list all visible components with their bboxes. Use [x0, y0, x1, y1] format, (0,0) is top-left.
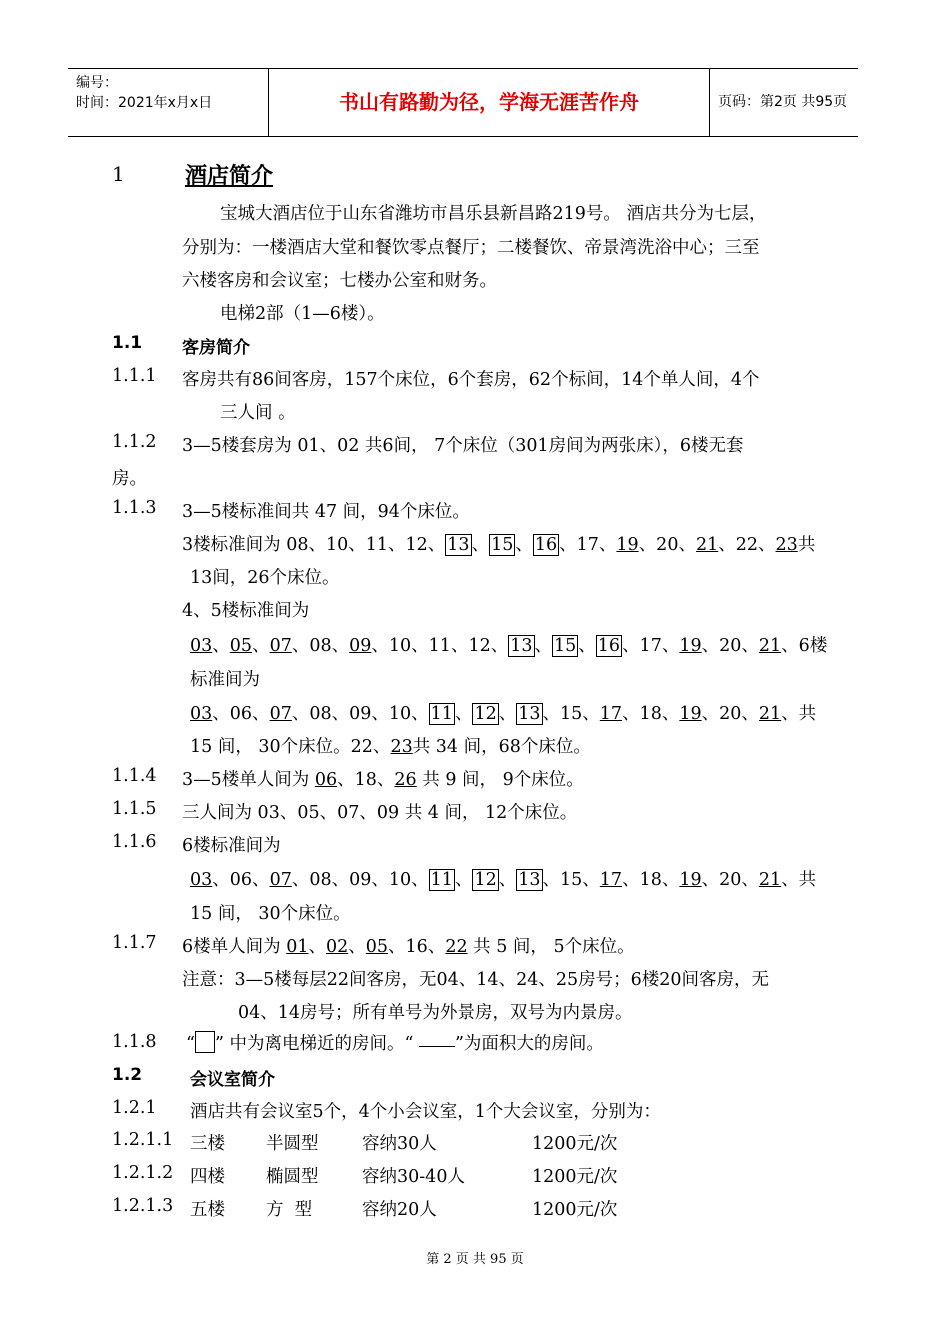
item-number: 1.1.5: [112, 799, 157, 819]
item-number: 1.1.4: [112, 766, 157, 786]
text: 、共: [781, 704, 817, 724]
room-large: 21: [758, 636, 782, 656]
item-text: [190, 733, 591, 758]
page-label: 页码：第2页 共95页: [718, 94, 848, 110]
room-capacity: 容纳20人: [362, 1200, 437, 1220]
room-large: 09: [349, 636, 372, 656]
room-list-line: [190, 866, 816, 891]
room-large: 03: [190, 870, 213, 890]
header-meta: [76, 73, 212, 113]
section-number: 1: [112, 162, 125, 186]
room-floor: 五楼: [190, 1200, 225, 1220]
text: 6楼单人间为: [182, 937, 287, 957]
item-number: 1.1.6: [112, 832, 157, 852]
subsection-title: 客房简介: [182, 338, 250, 358]
item-text: 3—5楼套房为 01、02 共6间， 7个床位（301房间为两张床），6楼无套: [182, 436, 744, 456]
item-text: 13间，26个床位。: [190, 568, 340, 588]
item-text: 酒店共有会议室5个，4个小会议室，1个大会议室，分别为：: [190, 1102, 661, 1122]
text: 、: [471, 535, 490, 555]
room-list-line: [182, 531, 815, 556]
item-text: 客房共有86间客房，157个床位，6个套房，62个标间，14个单人间，4个: [182, 370, 760, 390]
text: ” 中为离电梯近的房间。“: [214, 1034, 419, 1054]
divider: [709, 69, 710, 136]
text: ”为面积大的房间。: [454, 1034, 604, 1054]
room-floor: 三楼: [190, 1134, 225, 1154]
room-floor: 四楼: [190, 1167, 225, 1187]
item-text: 标准间为: [190, 670, 260, 690]
intro-line: 电梯2部（1—6楼）。: [220, 304, 385, 324]
room-large: 23: [390, 737, 413, 757]
item-text: 三人间 。: [220, 403, 296, 423]
note-text: 注意：3—5楼每层22间客房，无04、14、24、25房号；6楼20间客房，无: [182, 970, 770, 990]
text: 共 9 间， 9个床位。: [416, 770, 584, 790]
text: 、15、: [542, 704, 600, 724]
text: 、22、: [718, 535, 776, 555]
room-number: 1.2.1.2: [112, 1163, 174, 1183]
room-price: 1200元/次: [532, 1200, 618, 1220]
room-large: 01: [286, 937, 309, 957]
text: 共 5 间， 5个床位。: [467, 937, 635, 957]
room-large: 07: [269, 636, 292, 656]
text: 、16、: [388, 937, 446, 957]
text: 、08、09、10、: [291, 870, 429, 890]
text: 、18、: [622, 704, 680, 724]
intro-line: 宝城大酒店位于山东省潍坊市昌乐县新昌路219号。 酒店共分为七层，: [220, 204, 767, 224]
text: 、08、09、10、: [291, 704, 429, 724]
room-near-elevator: 16: [597, 636, 621, 656]
room-price: 1200元/次: [532, 1134, 618, 1154]
text: 、17、: [622, 636, 680, 656]
text: 、18、: [622, 870, 680, 890]
text: 、: [454, 870, 473, 890]
subsection-title: 会议室简介: [190, 1070, 275, 1090]
text: 、20、: [638, 535, 696, 555]
room-large: 19: [679, 636, 702, 656]
room-large: 23: [775, 535, 798, 555]
item-text: 3—5楼标准间共 47 间，94个床位。: [182, 502, 470, 522]
room-capacity: 容纳30-40人: [362, 1167, 465, 1187]
room-large: 07: [269, 704, 292, 724]
underline-legend-icon: [419, 1034, 455, 1047]
room-large: 05: [229, 636, 253, 656]
text: 、: [578, 636, 596, 656]
text: 3—5楼单人间为: [182, 770, 315, 790]
text: 、17、: [559, 535, 617, 555]
room-large: 26: [394, 770, 417, 790]
item-number: 1.2.1: [112, 1098, 157, 1118]
item-number: 1.1.1: [112, 366, 157, 386]
legend-text: [186, 1030, 604, 1055]
text: 、: [252, 636, 270, 656]
room-large: 19: [679, 704, 702, 724]
text: 、: [534, 636, 552, 656]
text: 、: [308, 937, 326, 957]
item-text: 4、5楼标准间为: [182, 601, 310, 621]
text: 、20、: [701, 704, 759, 724]
room-near-elevator: 16: [534, 535, 558, 555]
text: 、18、: [337, 770, 395, 790]
room-list-line: [190, 632, 827, 657]
text: 、20、: [701, 870, 759, 890]
item-number: 1.1.3: [112, 498, 157, 518]
room-near-elevator: 11: [430, 870, 453, 890]
room-capacity: 容纳30人: [362, 1134, 437, 1154]
text: 15 间， 30个床位。22、: [190, 737, 391, 757]
room-near-elevator: 12: [474, 870, 497, 890]
text: 、: [498, 870, 517, 890]
item-text: 15 间， 30个床位。: [190, 904, 351, 924]
room-near-elevator: 11: [430, 704, 453, 724]
room-price: 1200元/次: [532, 1167, 618, 1187]
text: 、15、: [542, 870, 600, 890]
motto: 书山有路勤为径，学海无涯苦作舟: [339, 90, 639, 114]
text: 、20、: [701, 636, 759, 656]
text: “: [186, 1034, 195, 1054]
page-header: [68, 68, 858, 137]
room-large: 19: [616, 535, 639, 555]
text: 、08、: [291, 636, 350, 656]
item-text: 房。: [112, 469, 147, 489]
page-footer: 第 2 页 共 95 页: [426, 1252, 524, 1267]
room-large: 07: [269, 870, 292, 890]
text: 3楼标准间为 08、10、11、12、: [182, 535, 446, 555]
room-near-elevator: 13: [518, 870, 541, 890]
section-title: 酒店简介: [185, 163, 274, 189]
room-near-elevator: 13: [510, 636, 533, 656]
room-large: 02: [325, 937, 349, 957]
room-near-elevator: 15: [491, 535, 514, 555]
time-label: 时间：2021年x月x日: [76, 95, 213, 111]
text: 共 34 间，68个床位。: [412, 737, 591, 757]
room-large: 21: [758, 704, 782, 724]
room-shape: 椭圆型: [266, 1167, 319, 1187]
intro-line: 分别为：一楼酒店大堂和餐饮零点餐厅；二楼餐饮、帝景湾洗浴中心；三至: [182, 238, 760, 258]
room-list-line: [190, 700, 816, 725]
room-large: 05: [365, 937, 389, 957]
subsection-number: 1.2: [112, 1065, 143, 1085]
text: 、共: [781, 870, 817, 890]
room-shape: 方 型: [266, 1200, 313, 1220]
item-text: 6楼标准间为: [182, 836, 281, 856]
item-number: 1.1.2: [112, 432, 157, 452]
text: 、06、: [212, 870, 270, 890]
text: 、: [348, 937, 366, 957]
room-near-elevator: 12: [474, 704, 497, 724]
subsection-number: 1.1: [112, 333, 143, 353]
room-large: 22: [445, 937, 468, 957]
intro-line: 六楼客房和会议室；七楼办公室和财务。: [182, 271, 497, 291]
room-large: 21: [758, 870, 782, 890]
number-label: 编号：: [76, 75, 118, 91]
text: 、06、: [212, 704, 270, 724]
room-large: 19: [679, 870, 702, 890]
text: 、6楼: [781, 636, 828, 656]
room-large: 03: [190, 704, 213, 724]
room-near-elevator: 13: [518, 704, 541, 724]
room-number: 1.2.1.3: [112, 1196, 174, 1216]
room-near-elevator: 15: [554, 636, 577, 656]
room-number: 1.2.1.1: [112, 1130, 174, 1150]
box-legend-icon: [195, 1031, 215, 1053]
room-large: 17: [599, 870, 623, 890]
room-large: 06: [314, 770, 338, 790]
item-text: [182, 933, 635, 958]
text: 、: [212, 636, 230, 656]
text: 、: [515, 535, 533, 555]
room-large: 21: [695, 535, 719, 555]
note-text: 04、14房号；所有单号为外景房，双号为内景房。: [238, 1003, 633, 1023]
room-near-elevator: 13: [447, 535, 470, 555]
room-large: 17: [599, 704, 623, 724]
text: 共: [797, 535, 816, 555]
text: 、10、11、12、: [371, 636, 509, 656]
item-text: [182, 766, 584, 791]
item-number: 1.1.7: [112, 933, 157, 953]
item-number: 1.1.8: [112, 1032, 157, 1052]
text: 、: [454, 704, 473, 724]
room-large: 03: [190, 636, 213, 656]
item-text: 三人间为 03、05、07、09 共 4 间， 12个床位。: [182, 803, 578, 823]
text: 、: [498, 704, 517, 724]
room-shape: 半圆型: [266, 1134, 319, 1154]
